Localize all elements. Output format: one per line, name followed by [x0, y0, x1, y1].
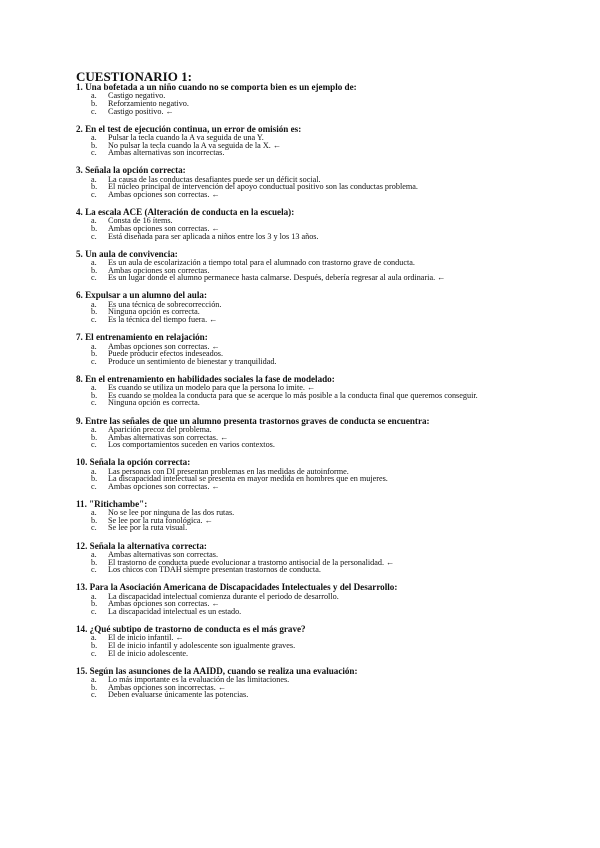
option-text: Está diseñada para ser aplicada a niños entre los 3 y los 13 años. [108, 231, 319, 241]
option-list [76, 259, 530, 282]
question-item [76, 291, 530, 323]
option-text: Las personas con DI presentan problemas en las medidas de autoinforme. [108, 466, 349, 476]
option-letter: a. [91, 466, 97, 476]
option-item [76, 399, 530, 407]
option-text: Ambas opciones son correctas. ← [108, 599, 220, 609]
option-letter: a. [91, 258, 97, 268]
option-list [76, 176, 530, 199]
option-letter: a. [91, 633, 97, 643]
option-item [76, 483, 530, 491]
option-letter: b. [91, 99, 98, 108]
question-title: 2. En el test de ejecución continua, un error de omisión es: [76, 123, 302, 134]
option-letter: a. [91, 508, 97, 518]
option-list [76, 384, 530, 407]
option-letter: b. [91, 265, 98, 275]
question-title: 3. Señala la opción correcta: [76, 165, 186, 176]
option-letter: a. [91, 341, 97, 351]
question-item [76, 125, 530, 157]
question-list [76, 83, 530, 699]
option-text: Se lee por la ruta fonológica. ← [108, 515, 213, 525]
option-text: Puede producir efectos indeseados. [108, 349, 224, 359]
option-text: Es un lugar donde el alumno permanece hasta calmarse. Después, debería regresar al aula ordinaria. ← [108, 273, 446, 283]
option-letter: c. [91, 523, 97, 533]
option-letter: a. [91, 91, 97, 101]
option-letter: a. [91, 383, 97, 393]
question-title: 4. La escala ACE (Alteración de conducta en la escuela): [76, 207, 295, 218]
option-letter: c. [91, 481, 97, 491]
option-list [76, 301, 530, 324]
option-text: La discapacidad intelectual comienza durante el periodo de desarrollo. [108, 591, 339, 601]
option-text: Pulsar la tecla cuando la A va seguida de una Y. [108, 133, 264, 143]
question-title: 5. Un aula de convivencia: [76, 248, 178, 259]
option-letter: c. [91, 189, 97, 199]
option-letter: b. [91, 182, 98, 192]
option-letter: b. [91, 474, 98, 484]
option-letter: a. [91, 424, 97, 434]
option-list [76, 217, 530, 240]
option-letter: c. [91, 273, 97, 283]
option-letter: b. [91, 349, 98, 359]
option-letter: b. [91, 515, 98, 525]
option-item [76, 274, 530, 282]
option-list [76, 92, 530, 115]
option-text: El de inicio adolescente. [108, 648, 189, 658]
question-title: 13. Para la Asociación Americana de Discapacidades Intelectuales y del Desarrollo: [76, 582, 398, 593]
option-letter: c. [91, 606, 97, 616]
option-item [76, 524, 530, 532]
option-item [76, 608, 530, 616]
option-letter: c. [91, 356, 97, 366]
option-list [76, 634, 530, 657]
option-text: El trastorno de conducta puede evolucionar a trastorno antisocial de la personalidad. ← [108, 557, 395, 567]
document-page [76, 70, 530, 708]
question-title: 15. Según las asunciones de la AAIDD, cuando se realiza una evaluación: [76, 665, 358, 676]
question-title: 9. Entre las señales de que un alumno presenta trastornos graves de conducta se encuentra: [76, 415, 430, 426]
question-item [76, 375, 530, 407]
option-text: No pulsar la tecla cuando la A va seguida de la X. ← [108, 140, 282, 150]
option-text: Es la técnica del tiempo fuera. ← [108, 315, 218, 325]
question-title: 12. Señala la alternativa correcta: [76, 540, 207, 551]
option-list [76, 343, 530, 366]
option-text: El de inicio infantil y adolescente son igualmente graves. [108, 640, 296, 650]
question-item [76, 583, 530, 615]
question-item [76, 500, 530, 532]
option-text: Ambas opciones son correctas. ← [108, 481, 220, 491]
option-item [76, 650, 530, 658]
option-letter: c. [91, 106, 97, 116]
option-item [76, 233, 530, 241]
option-text: Ambas alternativas son correctas. [108, 549, 219, 559]
option-text: Ninguna opción es correcta. [108, 307, 200, 317]
question-title: 7. El entrenamiento en relajación: [76, 332, 208, 343]
option-list [76, 426, 530, 449]
option-letter: b. [91, 682, 98, 692]
question-item [76, 625, 530, 657]
option-letter: b. [91, 224, 98, 234]
option-item [76, 108, 530, 116]
option-text: Ambas alternativas son incorrectas. [108, 148, 225, 158]
option-text: Es cuando se moldea la conducta para que se acerque lo más posible a la conducta final que queremos conseguir. [108, 390, 478, 400]
option-text: Los comportamientos suceden en varios contextos. [108, 440, 275, 450]
option-letter: a. [91, 216, 97, 226]
option-text: El de inicio infantil. ← [108, 633, 184, 643]
option-letter: c. [91, 231, 97, 241]
option-text: Ambas alternativas son correctas. ← [108, 432, 229, 442]
document-title: CUESTIONARIO 1: [76, 69, 192, 84]
option-text: Lo más importante es la evaluación de las limitaciones. [108, 675, 290, 685]
option-letter: b. [91, 557, 98, 567]
option-list [76, 593, 530, 616]
option-letter: c. [91, 315, 97, 325]
option-text: Produce un sentimiento de bienestar y tranquilidad. [108, 356, 277, 366]
option-list [76, 509, 530, 532]
option-letter: b. [91, 390, 98, 400]
option-letter: b. [91, 599, 98, 609]
question-title: 1. Una bofetada a un niño cuando no se comporta bien es un ejemplo de: [76, 82, 357, 92]
option-letter: a. [91, 549, 97, 559]
option-list [76, 551, 530, 574]
option-text: Ninguna opción es correcta. [108, 398, 200, 408]
option-letter: a. [91, 174, 97, 184]
question-item [76, 667, 530, 699]
question-item [76, 417, 530, 449]
option-text: Consta de 16 ítems. [108, 216, 173, 226]
option-text: La causa de las conductas desafiantes puede ser un déficit social. [108, 174, 321, 184]
option-text: La discapacidad intelectual se presenta en mayor medida en hombres que en mujeres. [108, 474, 388, 484]
option-item [76, 441, 530, 449]
option-item [76, 191, 530, 199]
question-item [76, 542, 530, 574]
option-text: Ambas opciones son correctas. ← [108, 189, 220, 199]
option-letter: b. [91, 432, 98, 442]
option-letter: b. [91, 640, 98, 650]
option-letter: b. [91, 140, 98, 150]
option-letter: c. [91, 690, 97, 700]
option-text: Ambas opciones son correctas. [108, 265, 210, 275]
option-letter: b. [91, 307, 98, 317]
option-text: El núcleo principal de intervención del apoyo conductual positivo son las conductas problema. [108, 182, 418, 192]
question-title: 10. Señala la opción correcta: [76, 457, 191, 468]
question-item [76, 166, 530, 198]
option-item [76, 691, 530, 699]
option-letter: c. [91, 148, 97, 158]
option-text: Se lee por la ruta visual. [108, 523, 188, 533]
question-title: 11. "Ritichambe": [76, 498, 148, 509]
option-item [76, 149, 530, 157]
option-letter: c. [91, 398, 97, 408]
option-text: Ambas opciones son incorrectas. ← [108, 682, 227, 692]
option-letter: a. [91, 299, 97, 309]
question-title: 14. ¿Qué subtipo de trastorno de conducta es el más grave? [76, 623, 306, 634]
option-list [76, 676, 530, 699]
option-text: Aparición precoz del problema. [108, 424, 212, 434]
option-text: Los chicos con TDAH siempre presentan trastornos de conducta. [108, 565, 321, 575]
option-text: Es un aula de escolarización a tiempo total para el alumnado con trastorno grave de conducta. [108, 258, 415, 268]
question-title: 6. Expulsar a un alumno del aula: [76, 290, 207, 301]
option-list [76, 468, 530, 491]
option-text: Castigo negativo. [108, 91, 166, 101]
option-letter: c. [91, 440, 97, 450]
option-letter: a. [91, 133, 97, 143]
option-text: Es cuando se utiliza un modelo para que la persona lo imite. ← [108, 383, 316, 393]
option-item [76, 566, 530, 574]
option-letter: a. [91, 675, 97, 685]
option-text: Ambas opciones son correctas. ← [108, 341, 220, 351]
option-text: No se lee por ninguna de las dos rutas. [108, 508, 235, 518]
option-text: La discapacidad intelectual es un estado. [108, 606, 242, 616]
option-list [76, 134, 530, 157]
option-item [76, 316, 530, 324]
option-text: Deben evaluarse únicamente las potencias. [108, 690, 249, 700]
question-item [76, 208, 530, 240]
option-text: Es una técnica de sobrecorrección. [108, 299, 222, 309]
question-title: 8. En el entrenamiento en habilidades sociales la fase de modelado: [76, 373, 335, 384]
question-item [76, 250, 530, 282]
option-letter: a. [91, 591, 97, 601]
question-item [76, 333, 530, 365]
question-item [76, 458, 530, 490]
option-letter: c. [91, 648, 97, 658]
option-text: Ambas opciones son correctas. ← [108, 224, 220, 234]
option-letter: c. [91, 565, 97, 575]
option-text: Castigo positivo. ← [108, 106, 174, 116]
option-text: Reforzamiento negativo. [108, 99, 189, 108]
option-item [76, 358, 530, 366]
question-item [76, 83, 530, 115]
